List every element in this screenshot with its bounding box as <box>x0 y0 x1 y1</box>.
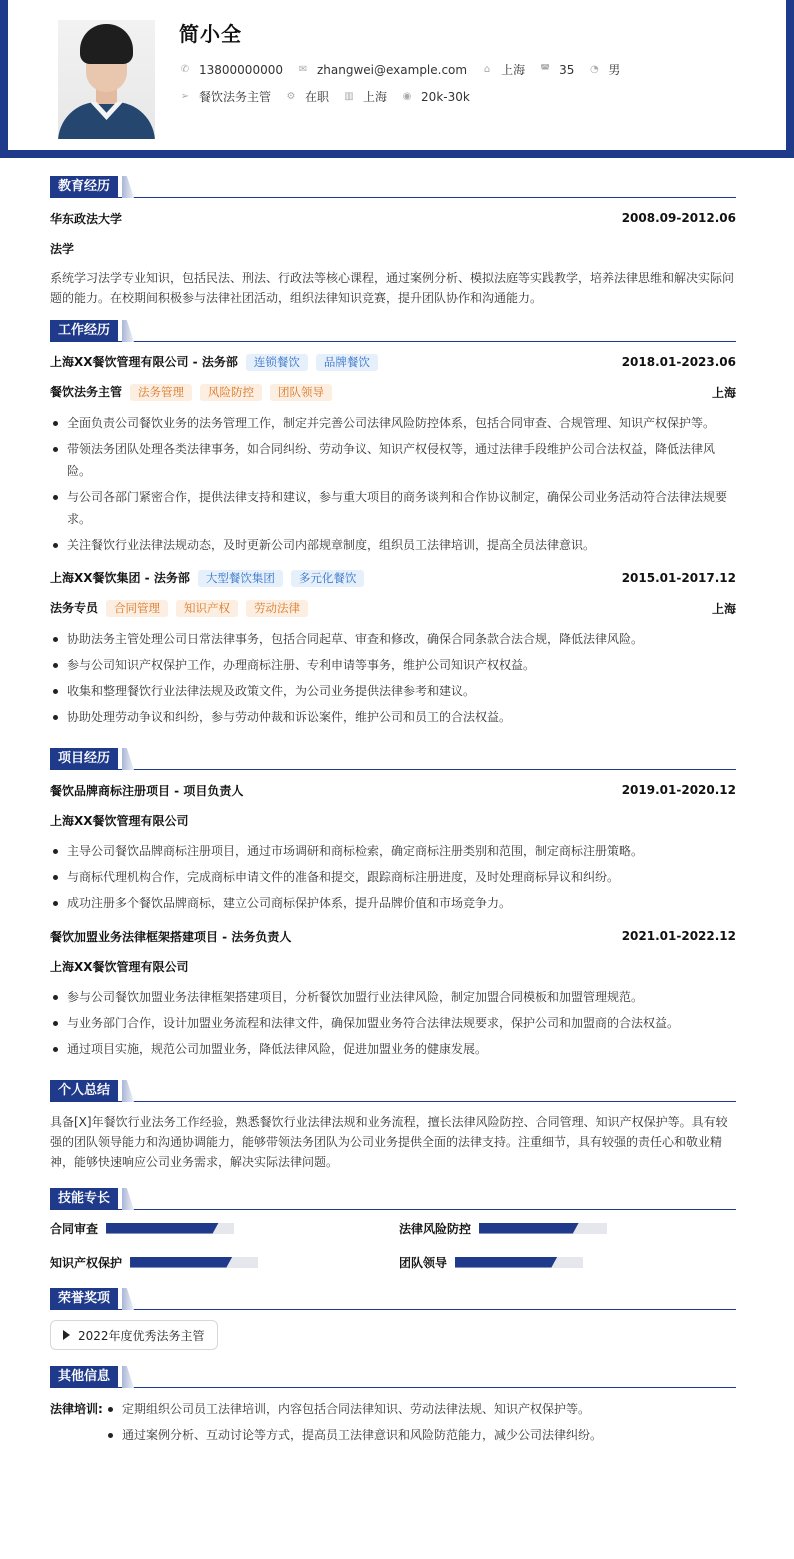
company-tag: 连锁餐饮 <box>246 354 308 371</box>
skill-bar <box>479 1223 607 1234</box>
project-bullets <box>50 986 736 1060</box>
list-item: 与公司各部门紧密合作，提供法律支持和建议，参与重大项目的商务谈判和合作协议制定，确保公司业务活动符合法律法规要求。 <box>50 486 736 530</box>
job-role: 法务专员 <box>50 601 99 615</box>
role-tag: 法务管理 <box>130 384 192 401</box>
candidate-name: 简小全 <box>179 22 242 46</box>
caret-right-icon <box>63 1330 70 1340</box>
major: 法学 <box>50 241 75 256</box>
project-bullets <box>50 840 736 914</box>
list-item: 收集和整理餐饮行业法律法规及政策文件，为公司业务提供法律参考和建议。 <box>50 680 736 702</box>
resume-body <box>50 176 736 1462</box>
phone: 13800000000 <box>199 62 283 77</box>
company-tag: 大型餐饮集团 <box>198 570 283 587</box>
cake-icon: ◚ <box>540 63 550 75</box>
section-title-honors: 荣誉奖项 <box>50 1288 736 1310</box>
list-item: 与业务部门合作，设计加盟业务流程和法律文件，确保加盟业务符合法律法规要求，保护公司和加盟商的合法权益。 <box>50 1012 736 1034</box>
honor-item[interactable]: 2022年度优秀法务主管 <box>50 1320 218 1350</box>
section-title-education: 教育经历 <box>50 176 736 198</box>
job-city: 上海 <box>711 385 736 400</box>
intention-row <box>179 88 484 105</box>
gender: 男 <box>608 63 621 77</box>
section-title-other: 其他信息 <box>50 1366 736 1388</box>
gender-icon: ◔ <box>590 63 599 75</box>
summary-text: 具备[X]年餐饮行业法务工作经验，熟悉餐饮行业法律法规和业务流程，擅长法律风险防控、合同管理、知识产权保护等。具有较强的团队领导能力和沟通协调能力，能够带领法务团队为公司业务提供全面的法律支持。注重细节，具有较强的责任心和敬业精神，能够快速响应公司业务需求，解决实际法律问题。 <box>50 1115 728 1169</box>
gear-icon: ⚙ <box>286 90 296 102</box>
company-name: 上海XX餐饮管理有限公司 - 法务部 <box>50 355 238 369</box>
job-city: 上海 <box>711 601 736 616</box>
role-tag: 劳动法律 <box>246 600 308 617</box>
list-item: 成功注册多个餐饮品牌商标，建立公司商标保护体系，提升品牌价值和市场竞争力。 <box>50 892 736 914</box>
list-item: 主导公司餐饮品牌商标注册项目，通过市场调研和商标检索，确定商标注册类别和范围，制定商标注册策略。 <box>50 840 736 862</box>
phone-icon: ✆ <box>180 63 190 75</box>
avatar <box>58 20 155 139</box>
school-name: 华东政法大学 <box>50 211 123 226</box>
section-title-summary: 个人总结 <box>50 1080 736 1102</box>
target-job: 餐饮法务主管 <box>199 90 272 104</box>
list-item: 协助处理劳动争议和纠纷，参与劳动仲裁和诉讼案件，维护公司和员工的合法权益。 <box>50 706 736 728</box>
education-description: 系统学习法学专业知识，包括民法、刑法、行政法等核心课程，通过案例分析、模拟法庭等实践教学，培养法律思维和解决实际问题的能力。在校期间积极参与法律社团活动，组织法律知识竞赛，提升团队协作和沟通能力。 <box>50 271 735 305</box>
job-period: 2015.01-2017.12 <box>621 571 736 585</box>
project-period: 2019.01-2020.12 <box>621 783 736 797</box>
section-title-projects: 项目经历 <box>50 748 736 770</box>
project-period: 2021.01-2022.12 <box>621 929 736 943</box>
list-item: 全面负责公司餐饮业务的法务管理工作，制定并完善公司法律风险防控体系，包括合同审查、合规管理、知识产权保护等。 <box>50 412 736 434</box>
company-name: 上海XX餐饮集团 - 法务部 <box>50 571 190 585</box>
list-item: 通过项目实施，规范公司加盟业务，降低法律风险，促进加盟业务的健康发展。 <box>50 1038 736 1060</box>
list-item: 关注餐饮行业法律法规动态，及时更新公司内部规章制度，组织员工法律培训，提高全员法律意识。 <box>50 534 736 556</box>
job-role: 餐饮法务主管 <box>50 385 123 399</box>
send-icon: ➢ <box>180 90 190 102</box>
skill-bar <box>106 1223 234 1234</box>
skill-bar <box>130 1257 258 1268</box>
list-item: 带领法务团队处理各类法律事务，如合同纠纷、劳动争议、知识产权侵权等，通过法律手段维护公司合法权益，降低法律风险。 <box>50 438 736 482</box>
job-bullets <box>50 628 736 728</box>
skill-item: 法律风险防控 <box>399 1220 736 1236</box>
header-frame-left <box>0 0 8 158</box>
building-icon: ▥ <box>344 90 354 102</box>
skill-bar <box>455 1257 583 1268</box>
skill-item: 团队领导 <box>399 1254 736 1270</box>
salary: 20k-30k <box>421 89 470 104</box>
other-info <box>50 1398 736 1462</box>
list-item: 协助法务主管处理公司日常法律事务，包括合同起草、审查和修改，确保合同条款合法合规，降低法律风险。 <box>50 628 736 650</box>
list-item: 参与公司知识产权保护工作，办理商标注册、专利申请等事务，维护公司知识产权权益。 <box>50 654 736 676</box>
other-bullets <box>105 1398 736 1450</box>
other-label: 法律培训: <box>50 1402 103 1416</box>
job-period: 2018.01-2023.06 <box>621 355 736 369</box>
list-item: 参与公司餐饮加盟业务法律框架搭建项目，分析餐饮加盟行业法律风险，制定加盟合同模板和加盟管理规范。 <box>50 986 736 1008</box>
skill-item: 合同审查 <box>50 1220 399 1236</box>
education-period: 2008.09-2012.06 <box>621 211 736 225</box>
company-tag: 品牌餐饮 <box>316 354 378 371</box>
role-tag: 知识产权 <box>176 600 238 617</box>
role-tag: 团队领导 <box>270 384 332 401</box>
skills-grid <box>50 1220 736 1270</box>
list-item: 定期组织公司员工法律培训，内容包括合同法律知识、劳动法律法规、知识产权保护等。 <box>105 1398 736 1420</box>
role-tag: 合同管理 <box>106 600 168 617</box>
project-org: 上海XX餐饮管理有限公司 <box>50 813 189 828</box>
section-title-skills: 技能专长 <box>50 1188 736 1210</box>
header-frame-bottom <box>0 150 794 158</box>
contact-row <box>179 61 634 78</box>
age: 35 <box>559 62 575 77</box>
location: 上海 <box>501 63 526 77</box>
list-item: 与商标代理机构合作，完成商标申请文件的准备和提交，跟踪商标注册进度，及时处理商标异议和纠纷。 <box>50 866 736 888</box>
mail-icon: ✉ <box>298 63 308 75</box>
project-name: 餐饮加盟业务法律框架搭建项目 - 法务负责人 <box>50 929 292 944</box>
home-icon: ⌂ <box>483 63 491 75</box>
list-item: 通过案例分析、互动讨论等方式，提高员工法律意识和风险防范能力，减少公司法律纠纷。 <box>105 1424 736 1446</box>
project-name: 餐饮品牌商标注册项目 - 项目负责人 <box>50 783 244 798</box>
email: zhangwei@example.com <box>316 62 468 77</box>
section-title-work: 工作经历 <box>50 320 736 342</box>
skill-item: 知识产权保护 <box>50 1254 399 1270</box>
project-org: 上海XX餐饮管理有限公司 <box>50 959 189 974</box>
role-tag: 风险防控 <box>200 384 262 401</box>
company-tag: 多元化餐饮 <box>291 570 365 587</box>
coin-icon: ◉ <box>402 90 412 102</box>
target-city: 上海 <box>363 90 388 104</box>
header-frame-right <box>786 0 794 158</box>
job-bullets <box>50 412 736 556</box>
job-status: 在职 <box>305 90 330 104</box>
